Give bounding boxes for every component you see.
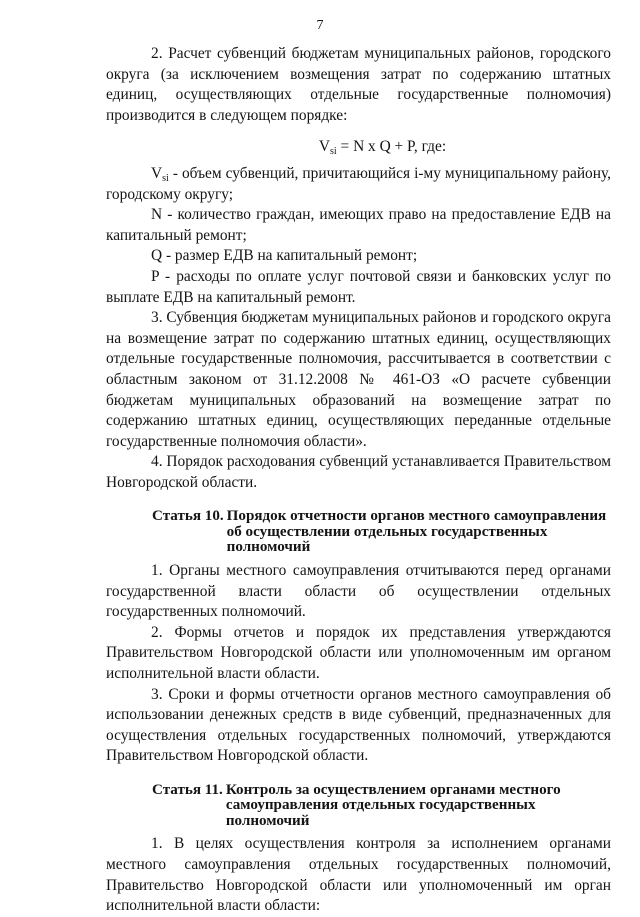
page-number: 7	[316, 18, 324, 33]
article-10-number: Статья 10.	[152, 508, 224, 525]
definition-p: P - расходы по оплате услуг почтовой связи и банковских услуг по выплате ЕДВ на капитальный ремонт.	[106, 267, 611, 306]
formula-v-subscript: si	[330, 146, 337, 158]
formula-rest: = N x Q + P, где:	[336, 138, 447, 156]
definition-v-text: - объем субвенций, причитающийся i-му муниципальному району, городскому округу;	[106, 164, 611, 203]
article-11-paragraph: 1. В целях осуществления контроля за исполнением органами местного самоуправления отдельных государственных полномочий, Правительство Новгородской области или уполномоченный им орган исполнительной власти области:	[106, 835, 611, 915]
paragraph-calculation: 2. Расчет субвенций бюджетам муниципальных районов, городского округа (за исключением возмещения затрат по содержанию штатных единиц, осуществляющих отдельные государственные полномочия) производится в следующем порядке:	[106, 45, 611, 124]
paragraph-subvention: 3. Субвенция бюджетам муниципальных районов и городского округа на возмещение затрат по содержанию штатных единиц, осуществляющих отдельные государственные полномочия, рассчитывается в соответствии с областным законом от 31.12.2008 № 461-ОЗ «О расчете субвенции бюджетам муниципальных образований на возмещение затрат по содержанию штатных единиц, осуществляющих переданные отдельные государственные полномочия области».	[106, 309, 611, 450]
definition-n: N - количество граждан, имеющих право на предоставление ЕДВ на капитальный ремонт;	[106, 206, 611, 244]
definition-q: Q - размер ЕДВ на капитальный ремонт;	[151, 247, 418, 265]
article-11-heading	[152, 783, 611, 830]
article-11-number: Статья 11.	[152, 781, 223, 798]
paragraph-order: 4. Порядок расходования субвенций устанавливается Правительством Новгородской области.	[106, 453, 611, 491]
definition-v-subscript: si	[162, 172, 169, 184]
formula	[154, 137, 611, 158]
article-10-heading	[152, 509, 611, 556]
article-10-paragraph: 2. Формы отчетов и порядок их представления утверждаются Правительством Новгородской области или уполномоченным им органом исполнительной власти области.	[106, 623, 611, 682]
article-10-paragraph: 3. Сроки и формы отчетности органов местного самоуправления об использовании денежных средств в виде субвенций, предназначенных для осуществления отдельных государственных полномочий, утверждаются Правительством Новгородской области.	[106, 685, 611, 765]
document-body	[106, 44, 611, 917]
definition-v-symbol: V	[151, 164, 163, 182]
definition-v	[106, 164, 611, 205]
article-11-title: Контроль за осуществлением органами местного самоуправления отдельных государственных полномочий	[225, 781, 561, 829]
article-10-title: Порядок отчетности органов местного самоуправления об осуществлении отдельных государственных полномочий	[226, 508, 607, 556]
formula-v: V	[318, 138, 331, 156]
article-10-paragraph: 1. Органы местного самоуправления отчитываются перед органами государственной власти области об осуществлении отдельных государственных полномочий.	[106, 561, 611, 621]
